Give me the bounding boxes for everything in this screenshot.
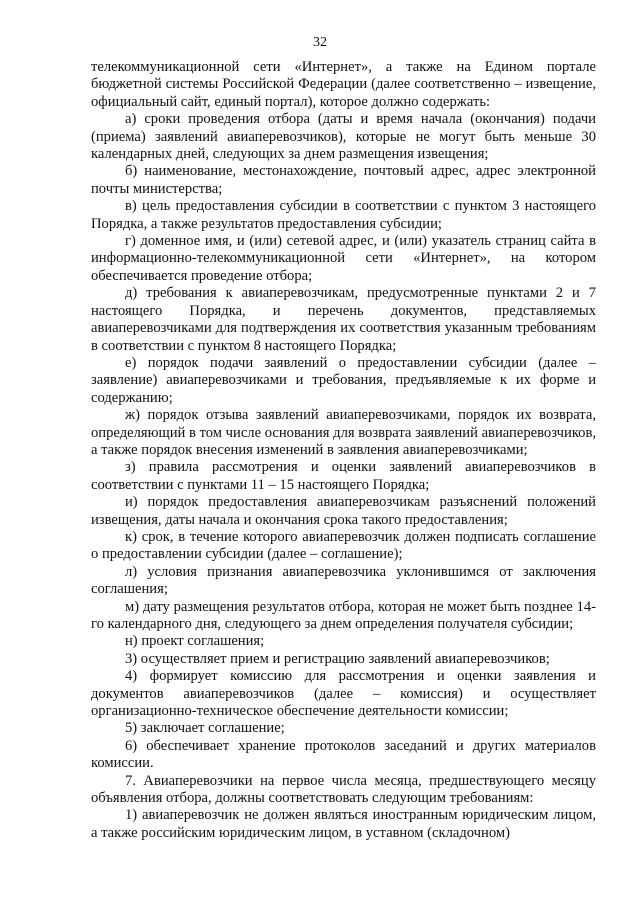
paragraph-item-n: н) проект соглашения; [125,633,265,650]
paragraph-item-6: 6) обеспечивает хранение протоколов заседаний и других материалов комиссии. [91,737,596,772]
document-body [91,59,596,842]
paragraph-item-5: 5) заключает соглашение; [125,720,285,737]
paragraph-item-l: л) условия признания авиаперевозчика уклонившимся от заключения соглашения; [91,563,596,598]
paragraph-item-v: в) цель предоставления субсидии в соответствии с пунктом 3 настоящего Порядка, а также результатов предоставления субсидии; [91,198,596,232]
paragraph-item-e: е) порядок подачи заявлений о предоставлении субсидии (далее – заявление) авиаперевозчиками и требования, предъявляемые к их форме и содержанию; [91,354,596,406]
paragraph-item-i: и) порядок предоставления авиаперевозчикам разъяснений положений извещения, даты начала и окончания срока такого предоставления; [91,494,596,528]
paragraph-item-g: г) доменное имя, и (или) сетевой адрес, и (или) указатель страниц сайта в информационно-телекоммуникационной сети «Интернет», на котором обеспечивается проведение отбора; [91,233,596,284]
paragraph-requirement-1: 1) авиаперевозчик не должен являться иностранным юридическим лицом, а также российским юридическим лицом, в уставном (складочном) [91,807,596,841]
paragraph-item-z: з) правила рассмотрения и оценки заявлений авиаперевозчиков в соответствии с пунктами 11 – 15 настоящего Порядка; [91,459,596,493]
paragraph-item-a: а) сроки проведения отбора (даты и время начала (окончания) подачи (приема) заявлений авиаперевозчиков), которые не могут быть меньше 30 календарных дней, следующих за днем размещения извещения; [91,111,596,163]
paragraph-item-4: 4) формирует комиссию для рассмотрения и оценки заявления и документов авиаперевозчиков (далее – комиссия) и осуществляет организационно-техническое обеспечение деятельности комиссии; [91,668,596,720]
paragraph-item-zh: ж) порядок отзыва заявлений авиаперевозчиками, порядок их возврата, определяющий в том числе основания для возврата заявлений авиаперевозчиков, а также порядок внесения изменений в заявления авиаперевозчиками; [91,407,596,458]
paragraph-item-k: к) срок, в течение которого авиаперевозчик должен подписать соглашение о предоставлении субсидии (далее – соглашение); [91,528,596,563]
paragraph-item-3: 3) осуществляет прием и регистрацию заявлений авиаперевозчиков; [125,650,550,667]
paragraph-item-b: б) наименование, местонахождение, почтовый адрес, адрес электронной почты министерства; [91,163,596,197]
paragraph-section-7: 7. Авиаперевозчики на первое числа месяца, предшествующего месяцу объявления отбора, должны соответствовать следующим требованиям: [91,772,596,807]
page-number: 32 [313,35,327,50]
paragraph: телекоммуникационной сети «Интернет», а также на Едином портале бюджетной системы Российской Федерации (далее соответственно – извещение, официальный сайт, единый портал), которое должно содержать: [91,59,596,110]
paragraph-item-m: м) дату размещения результатов отбора, которая не может быть позднее 14-го календарного дня, следующего за днем определения получателя субсидии; [91,598,596,632]
paragraph-item-d: д) требования к авиаперевозчикам, предусмотренные пунктами 2 и 7 настоящего Порядка, и перечень документов, представляемых авиаперевозчиками для подтверждения их соответствия указанным требованиям в соответствии с пунктом 8 настоящего Порядка; [91,285,596,354]
